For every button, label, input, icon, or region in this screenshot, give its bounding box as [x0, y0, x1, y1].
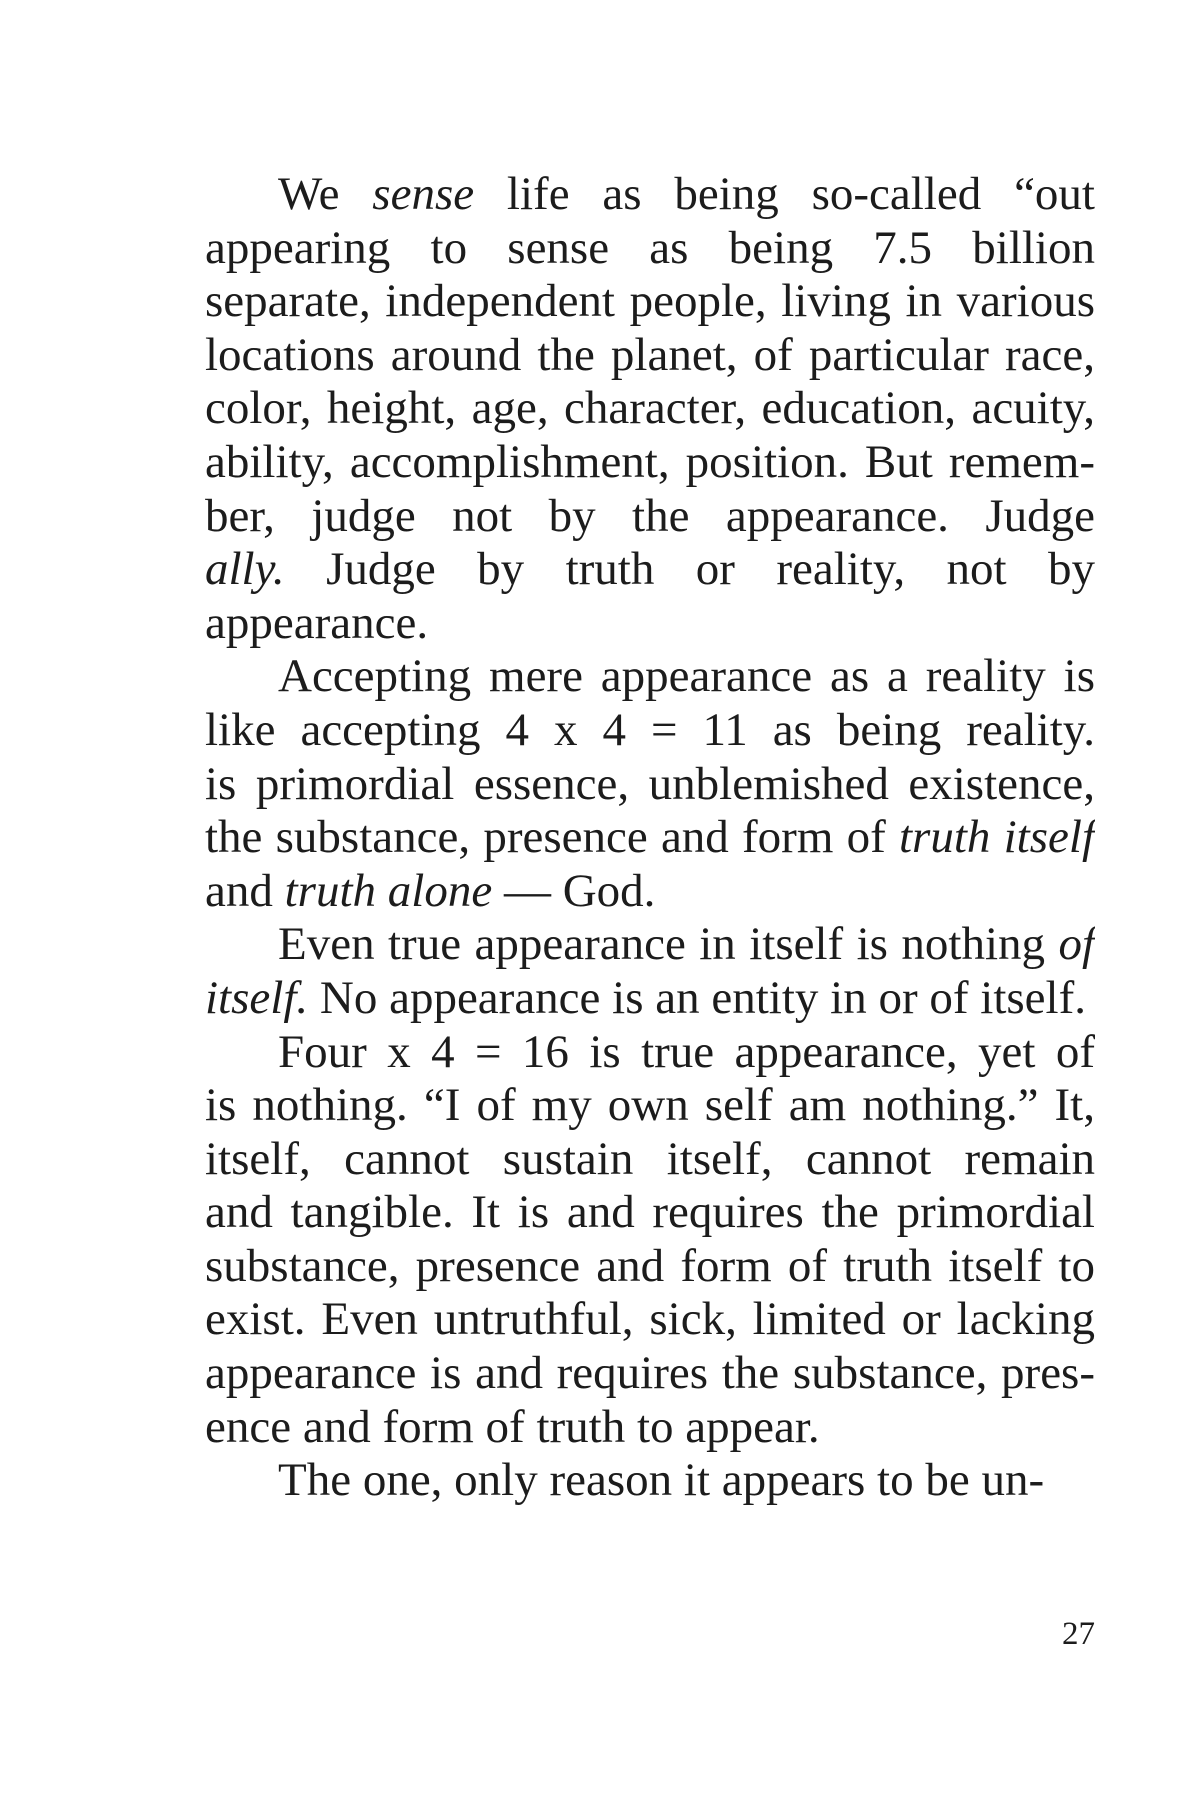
- italic-text: truth alone: [284, 864, 493, 917]
- text-run: Four x 4 = 16 is true appearance, yet of: [278, 1025, 1095, 1078]
- text-line: [205, 918, 1095, 972]
- text-run: is primordial essence, unblemished existence,: [205, 757, 1095, 810]
- text-line: [205, 650, 1095, 704]
- text-run: — God.: [492, 864, 656, 917]
- text-line: [205, 490, 1095, 544]
- text-run: separate, independent people, living in various: [205, 275, 1095, 328]
- text-line: [205, 1186, 1095, 1240]
- text-line: [205, 811, 1095, 865]
- text-line: [205, 758, 1095, 812]
- text-run: substance, presence and form of truth itself to: [205, 1239, 1095, 1292]
- text-run: is nothing. “I of my own self am nothing.” It,: [205, 1079, 1095, 1132]
- text-run: ence and form of truth to appear.: [205, 1400, 820, 1453]
- text-line: [205, 329, 1095, 383]
- text-run: the substance, presence and form of: [205, 811, 899, 864]
- text-run: and tangible. It is and requires the primordial: [205, 1186, 1095, 1239]
- text-line: [205, 1133, 1095, 1187]
- text-run: No appearance is an entity in or of itself.: [308, 971, 1086, 1024]
- text-run: appearing to sense as being 7.5 billion: [205, 221, 1095, 274]
- text-line: [205, 972, 1095, 1026]
- text-run: Even true appearance in itself is nothing: [278, 918, 1059, 971]
- text-run: appearance is and requires the substance, pres-: [205, 1347, 1095, 1400]
- page-number: 27: [1062, 1616, 1095, 1652]
- text-line: [205, 1079, 1095, 1133]
- text-run: appearance.: [205, 596, 429, 649]
- paragraph: [205, 168, 1095, 650]
- text-line: [205, 1347, 1095, 1401]
- text-line: [205, 543, 1095, 597]
- italic-text: sense: [372, 168, 475, 220]
- paragraph: [205, 1454, 1095, 1508]
- text-run: itself, cannot sustain itself, cannot remain: [205, 1132, 1095, 1185]
- italic-text: of: [1058, 918, 1095, 971]
- text-run: life as being so-called “out: [506, 168, 1095, 220]
- paragraph: [205, 650, 1095, 918]
- text-line: [205, 704, 1095, 758]
- text-run: color, height, age, character, education, acuity,: [205, 382, 1095, 435]
- text-line: [205, 1293, 1095, 1347]
- italic-text: ally.: [205, 543, 285, 596]
- text-run: Accepting mere appearance as a reality is: [278, 650, 1095, 703]
- italic-text: itself.: [205, 971, 309, 1024]
- text-line: [205, 597, 1095, 651]
- text-run: locations around the planet, of particular race,: [205, 328, 1095, 381]
- body-text: [205, 168, 1095, 1508]
- text-run: ber, judge not by the appearance. Judge: [205, 489, 1095, 542]
- text-line: [205, 275, 1095, 329]
- text-run: We: [278, 168, 373, 220]
- text-line: [205, 1454, 1095, 1508]
- text-run: and: [205, 864, 285, 917]
- text-run: exist. Even untruthful, sick, limited or lacking: [205, 1293, 1095, 1346]
- text-run: like accepting 4 x 4 = 11 as being reality.: [205, 703, 1095, 756]
- text-line: [205, 1401, 1095, 1455]
- text-run: The one, only reason it appears to be un-: [278, 1454, 1045, 1507]
- text-run: ability, accomplishment, position. But remem-: [205, 435, 1095, 488]
- text-line: [205, 382, 1095, 436]
- text-line: [205, 1026, 1095, 1080]
- paragraph: [205, 918, 1095, 1025]
- text-run: Judge by truth or reality, not by: [284, 543, 1095, 596]
- italic-text: truth itself: [898, 811, 1095, 864]
- text-line: [205, 865, 1095, 919]
- text-line: [205, 1240, 1095, 1294]
- text-line: [205, 436, 1095, 490]
- paragraph: [205, 1026, 1095, 1455]
- text-line: [205, 168, 1095, 222]
- text-line: [205, 222, 1095, 276]
